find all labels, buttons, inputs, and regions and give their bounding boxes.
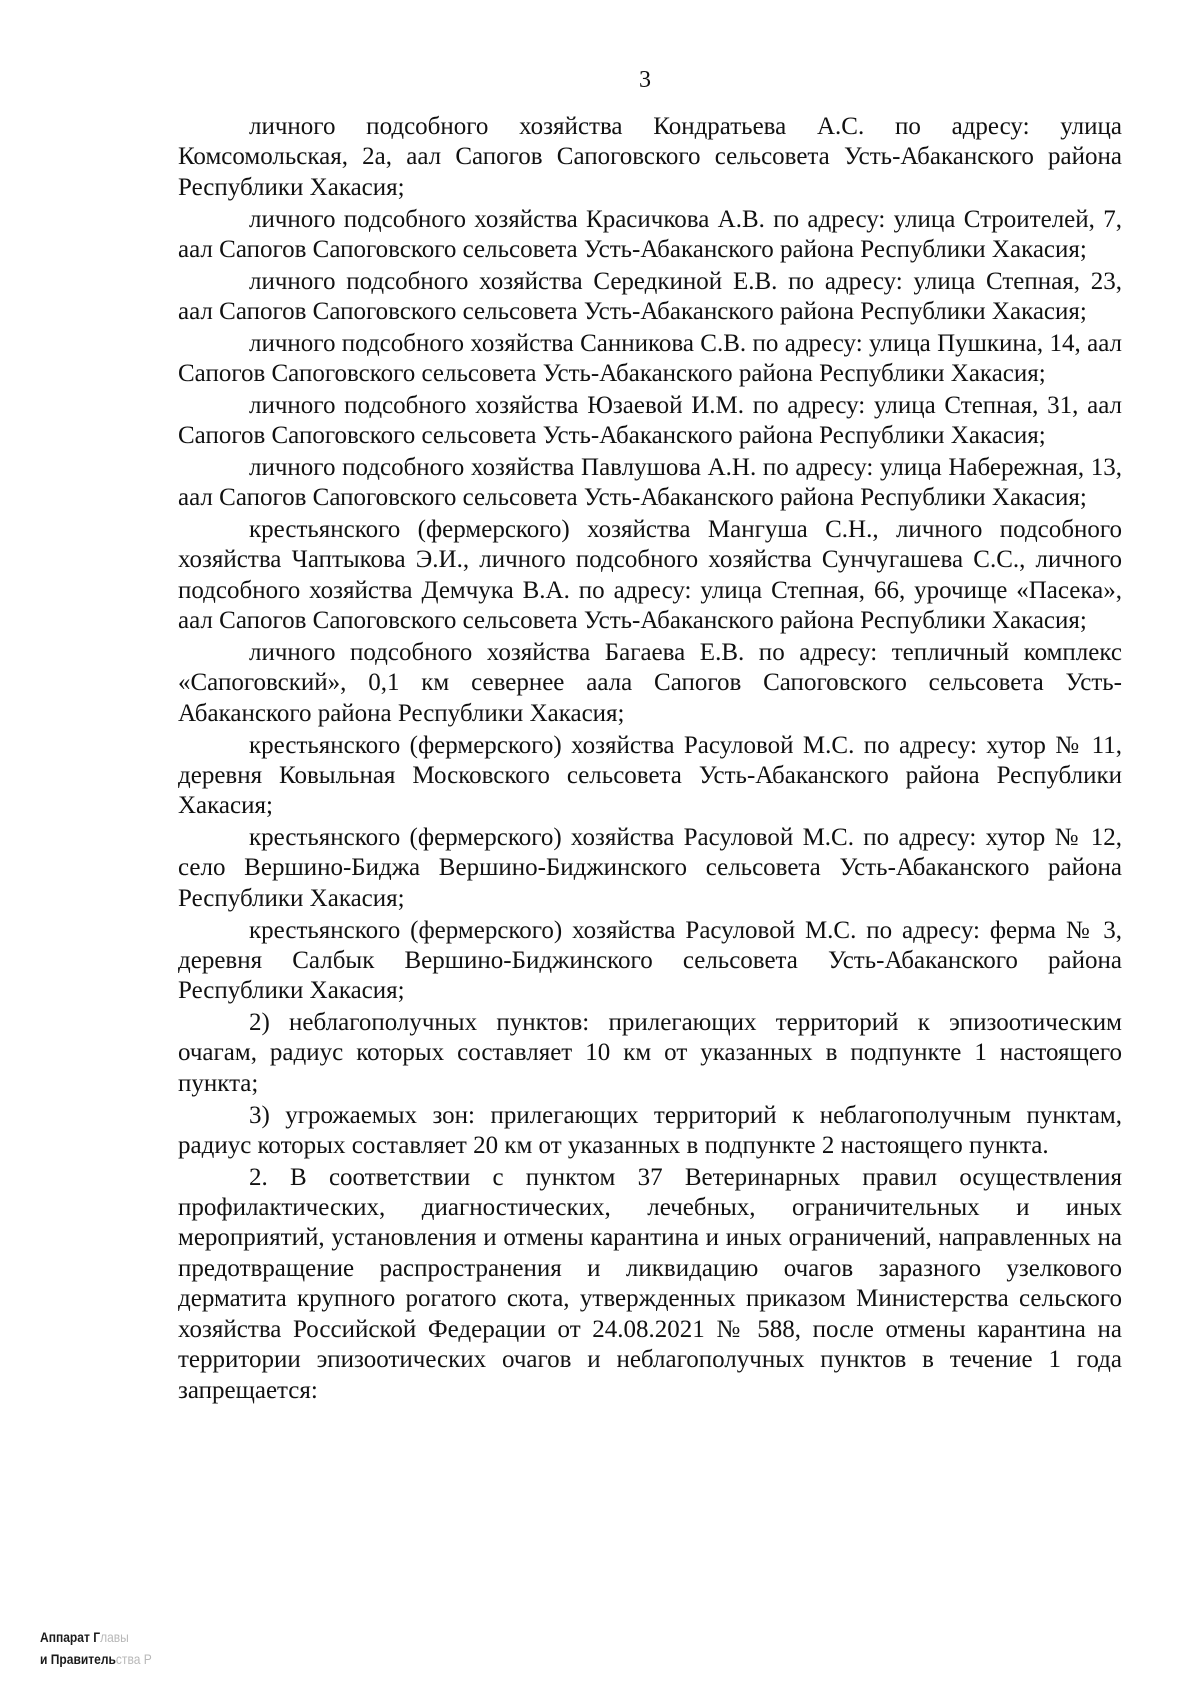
paragraph-seredkina: личного подсобного хозяйства Середкиной Е.В. по адресу: улица Степная, 23, аал Сапогов Сапоговского сельсовета Усть-Абаканского района Республики Хакасия; xyxy=(178,267,1122,326)
footer-line-1-visible: Аппарат Г xyxy=(40,1629,101,1645)
footer-line-1-faded: лавы xyxy=(100,1629,129,1645)
paragraph-threatened-zones: 3) угрожаемых зон: прилегающих территорий к неблагополучным пунктам, радиус которых составляет 20 км от указанных в подпункте 2 настоящего пункта. xyxy=(178,1101,1122,1159)
paragraph-mangush-group: крестьянского (фермерского) хозяйства Мангуша С.Н., личного подсобного хозяйства Чаптыкова Э.И., личного подсобного хозяйства Сунчугашева С.С., личного подсобного хозяйства Демчука В.А. по адресу: улица Степная, 66, урочище «Пасека», аал Сапогов Сапоговского сельсовета Усть-Абаканского района Республики Хакасия; xyxy=(178,516,1122,635)
footer-stamp xyxy=(40,1626,186,1670)
paragraph-krasichkov: личного подсобного хозяйства Красичкова А.В. по адресу: улица Строителей, 7, аал Сапогов Сапоговского сельсовета Усть-Абаканского района Республики Хакасия; xyxy=(178,205,1122,263)
paragraph-section-2: 2. В соответствии с пунктом 37 Ветеринарных правил осуществления профилактических, диагностических, лечебных, ограничительных и иных мероприятий, установления и отмены карантина и иных ограничений, направленных на предотвращение распространения и ликвидацию очагов заразного узелкового дерматита крупного рогатого скота, утвержденных приказом Министерства сельского хозяйства Российской Федерации от 24.08.2021 № 588, после отмены карантина на территории эпизоотических очагов и неблагополучных пунктов в течение 1 года запрещается: xyxy=(178,1163,1122,1404)
paragraph-rasulova-khutor-11: крестьянского (фермерского) хозяйства Расуловой М.С. по адресу: хутор № 11, деревня Ковыльная Московского сельсовета Усть-Абаканского района Республики Хакасия; xyxy=(178,731,1122,820)
paragraph-rasulova-ferma-3: крестьянского (фермерского) хозяйства Расуловой М.С. по адресу: ферма № 3, деревня Салбык Вершино-Биджинского сельсовета Усть-Абаканского района Республики Хакасия; xyxy=(178,916,1122,1005)
paragraph-yuzaeva: личного подсобного хозяйства Юзаевой И.М. по адресу: улица Степная, 31, аал Сапогов Сапоговского сельсовета Усть-Абаканского района Республики Хакасия; xyxy=(178,391,1122,450)
document-body xyxy=(178,112,1122,1407)
paragraph-pavlushov: личного подсобного хозяйства Павлушова А.Н. по адресу: улица Набережная, 13, аал Сапогов Сапоговского сельсовета Усть-Абаканского района Республики Хакасия; xyxy=(178,453,1122,512)
paragraph-kondratyev: личного подсобного хозяйства Кондратьева А.С. по адресу: улица Комсомольская, 2а, аал Сапогов Сапоговского сельсовета Усть-Абаканского района Республики Хакасия; xyxy=(178,113,1122,201)
paragraph-bagaev: личного подсобного хозяйства Багаева Е.В. по адресу: тепличный комплекс «Сапоговский», 0,1 км севернее аала Сапогов Сапоговского сельсовета Усть-Абаканского района Республики Хакасия; xyxy=(178,638,1122,727)
footer-line-1 xyxy=(40,1626,186,1648)
footer-line-2-visible: и Правитель xyxy=(40,1651,116,1667)
paragraph-sannikov: личного подсобного хозяйства Санникова С.В. по адресу: улица Пушкина, 14, аал Сапогов Сапоговского сельсовета Усть-Абаканского района Республики Хакасия; xyxy=(178,329,1122,388)
footer-line-2 xyxy=(40,1648,186,1670)
footer-line-2-faded: ства Р xyxy=(115,1651,152,1667)
paragraph-rasulova-khutor-12: крестьянского (фермерского) хозяйства Расуловой М.С. по адресу: хутор № 12, село Вершино-Биджа Вершино-Биджинского сельсовета Усть-Абаканского района Республики Хакасия; xyxy=(178,824,1122,912)
page-number: 3 xyxy=(639,67,651,93)
paragraph-unfavorable-points: 2) неблагополучных пунктов: прилегающих территорий к эпизоотическим очагам, радиус которых составляет 10 км от указанных в подпункте 1 настоящего пункта; xyxy=(178,1009,1122,1097)
